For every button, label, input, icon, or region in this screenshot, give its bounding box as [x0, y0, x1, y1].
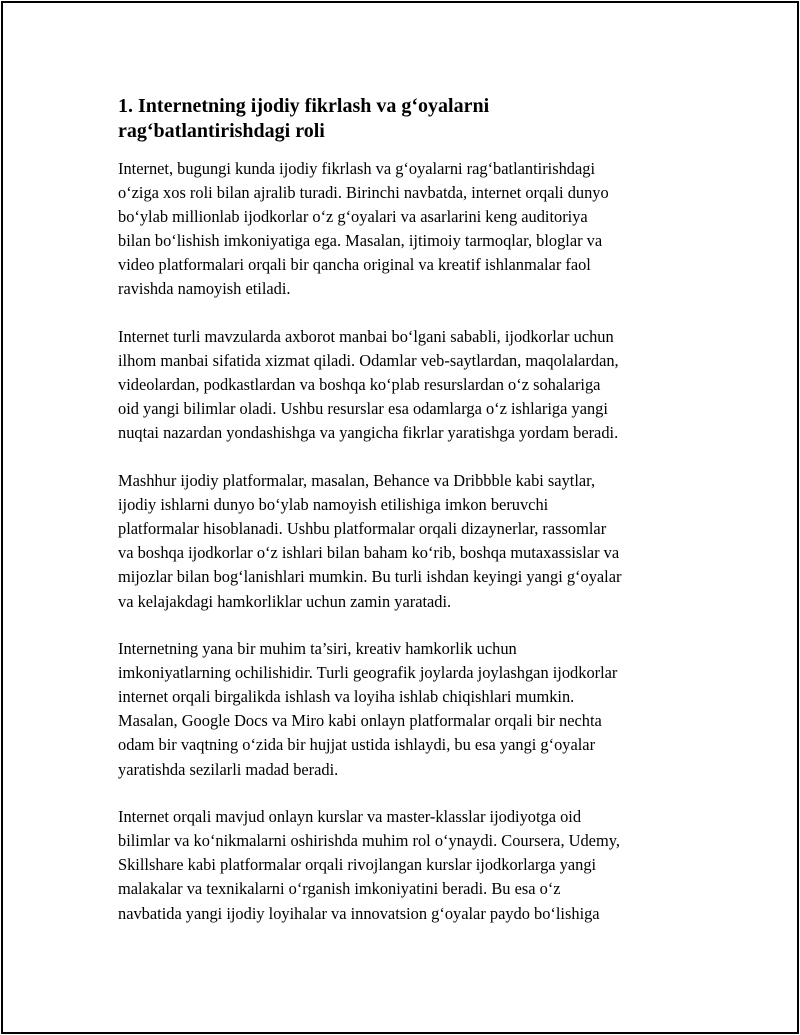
text-line: Internetning yana bir muhim ta’siri, kreativ hamkorlik uchun	[118, 639, 517, 659]
text-line: odam bir vaqtning o‘zida bir hujjat ustida ishlaydi, bu esa yangi g‘oyalar	[118, 735, 596, 755]
text-line: platformalar hisoblanadi. Ushbu platformalar orqali dizaynerlar, rassomlar	[118, 519, 607, 539]
text-line: va boshqa ijodkorlar o‘z ishlari bilan baham ko‘rib, boshqa mutaxassislar va	[118, 543, 620, 563]
text-line: yaratishda sezilarli madad beradi.	[118, 759, 339, 779]
text-line: ijodiy ishlarni dunyo bo‘ylab namoyish etilishiga imkon beruvchi	[118, 495, 549, 515]
heading-line: rag‘batlantirishdagi roli	[118, 119, 325, 142]
text-line: Internet, bugungi kunda ijodiy fikrlash va g‘oyalarni rag‘batlantirishdagi	[118, 159, 596, 178]
paragraph	[118, 325, 698, 445]
paragraph	[118, 157, 698, 302]
text-line: nuqtai nazardan yondashishga va yangicha fikrlar yaratishga yordam beradi.	[118, 423, 619, 443]
text-line: Skillshare kabi platformalar orqali rivojlangan kurslar ijodkorlarga yangi	[118, 855, 597, 875]
section-heading	[118, 94, 698, 143]
text-line: imkoniyatlarning ochilishidir. Turli geografik joylarda joylashgan ijodkorlar	[118, 663, 618, 683]
text-line: Masalan, Google Docs va Miro kabi onlayn platformalar orqali bir nechta	[118, 711, 602, 731]
paragraph	[118, 637, 698, 782]
text-line: ravishda namoyish etiladi.	[118, 279, 291, 299]
text-line: bilimlar va ko‘nikmalarni oshirishda muhim rol o‘ynaydi. Coursera, Udemy,	[118, 831, 620, 851]
text-line: navbatida yangi ijodiy loyihalar va innovatsion g‘oyalar paydo bo‘lishiga	[118, 903, 600, 923]
text-line: videolardan, podkastlardan va boshqa ko‘plab resurslardan o‘z sohalariga	[118, 375, 601, 395]
text-line: o‘ziga xos roli bilan ajralib turadi. Birinchi navbatda, internet orqali dunyo	[118, 183, 609, 203]
text-line: Mashhur ijodiy platformalar, masalan, Behance va Dribbble kabi saytlar,	[118, 471, 596, 491]
paragraph	[118, 469, 698, 614]
text-line: bilan bo‘lishish imkoniyatiga ega. Masalan, ijtimoiy tarmoqlar, bloglar va	[118, 231, 603, 251]
text-line: internet orqali birgalikda ishlash va loyiha ishlab chiqishlari mumkin.	[118, 687, 575, 707]
text-line: mijozlar bilan bog‘lanishlari mumkin. Bu turli ishdan keyingi yangi g‘oyalar	[118, 567, 622, 587]
text-line: video platformalari orqali bir qancha original va kreatif ishlanmalar faol	[118, 255, 591, 275]
document-body	[118, 94, 698, 949]
heading-line: 1. Internetning ijodiy fikrlash va g‘oyalarni	[118, 95, 490, 117]
text-line: Internet turli mavzularda axborot manbai bo‘lgani sababli, ijodkorlar uchun	[118, 327, 614, 347]
text-line: Internet orqali mavjud onlayn kurslar va master-klasslar ijodiyotga oid	[118, 807, 582, 827]
text-line: va kelajakdagi hamkorliklar uchun zamin yaratadi.	[118, 591, 452, 611]
text-line: ilhom manbai sifatida xizmat qiladi. Odamlar veb-saytlardan, maqolalardan,	[118, 351, 619, 371]
paragraph	[118, 805, 698, 925]
text-line: malakalar va texnikalarni o‘rganish imkoniyatini beradi. Bu esa o‘z	[118, 879, 561, 899]
text-line: oid yangi bilimlar oladi. Ushbu resurslar esa odamlarga o‘z ishlariga yangi	[118, 399, 608, 419]
text-line: bo‘ylab millionlab ijodkorlar o‘z g‘oyalari va asarlarini keng auditoriya	[118, 207, 588, 227]
